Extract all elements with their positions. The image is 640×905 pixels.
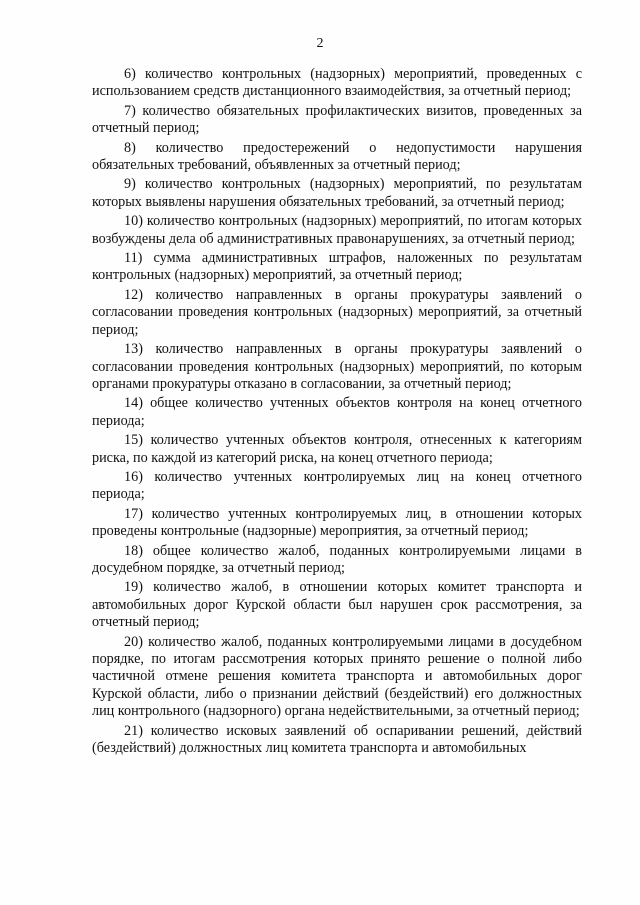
list-item: 16) количество учтенных контролируемых лиц на конец отчетного периода; (92, 468, 582, 503)
list-item: 15) количество учтенных объектов контроля, отнесенных к категориям риска, по каждой из категорий риска, на конец отчетного периода; (92, 432, 582, 466)
list-item: 6) количество контрольных (надзорных) мероприятий, проведенных с использованием средств дистанционного взаимодействия, за отчетный период; (92, 66, 582, 100)
list-item: 7) количество обязательных профилактических визитов, проведенных за отчетный период; (92, 102, 582, 137)
list-item: 17) количество учтенных контролируемых лиц, в отношении которых проведены контрольные (надзорные) мероприятия, за отчетный период; (92, 505, 582, 540)
list-item: 21) количество исковых заявлений об оспаривании решений, действий (бездействий) должностных лиц комитета транспорта и автомобильных (92, 722, 582, 757)
list-item: 12) количество направленных в органы прокуратуры заявлений о согласовании проведения контрольных (надзорных) мероприятий, за отчетный период; (92, 286, 582, 338)
list-item: 20) количество жалоб, поданных контролируемыми лицами в досудебном порядке, по итогам рассмотрения которых принято решение о полной либо частичной отмене решения комитета транспорта и автомобильных дорог Курской области, либо о признании действий (бездействий) его должностных лиц контрольного (надзорного) органа недействительными, за отчетный период; (92, 633, 582, 720)
list-item: 11) сумма административных штрафов, наложенных по результатам контрольных (надзорных) мероприятий, за отчетный период; (92, 250, 582, 284)
list-item: 18) общее количество жалоб, поданных контролируемыми лицами в досудебном порядке, за отчетный период; (92, 542, 582, 576)
list-item: 8) количество предостережений о недопустимости нарушения обязательных требований, объявленных за отчетный период; (92, 139, 582, 174)
list-item: 19) количество жалоб, в отношении которых комитет транспорта и автомобильных дорог Курской области был нарушен срок рассмотрения, за отчетный период; (92, 579, 582, 631)
document-body (92, 66, 582, 759)
list-item: 14) общее количество учтенных объектов контроля на конец отчетного периода; (92, 395, 582, 429)
list-item: 10) количество контрольных (надзорных) мероприятий, по итогам которых возбуждены дела об административных правонарушениях, за отчетный период; (92, 213, 582, 247)
list-item: 9) количество контрольных (надзорных) мероприятий, по результатам которых выявлены нарушения обязательных требований, за отчетный период; (92, 176, 582, 210)
page-number: 2 (316, 36, 324, 51)
list-item: 13) количество направленных в органы прокуратуры заявлений о согласовании проведения контрольных (надзорных) мероприятий, по которым органами прокуратуры отказано в согласовании, за отчетный период; (92, 341, 582, 392)
